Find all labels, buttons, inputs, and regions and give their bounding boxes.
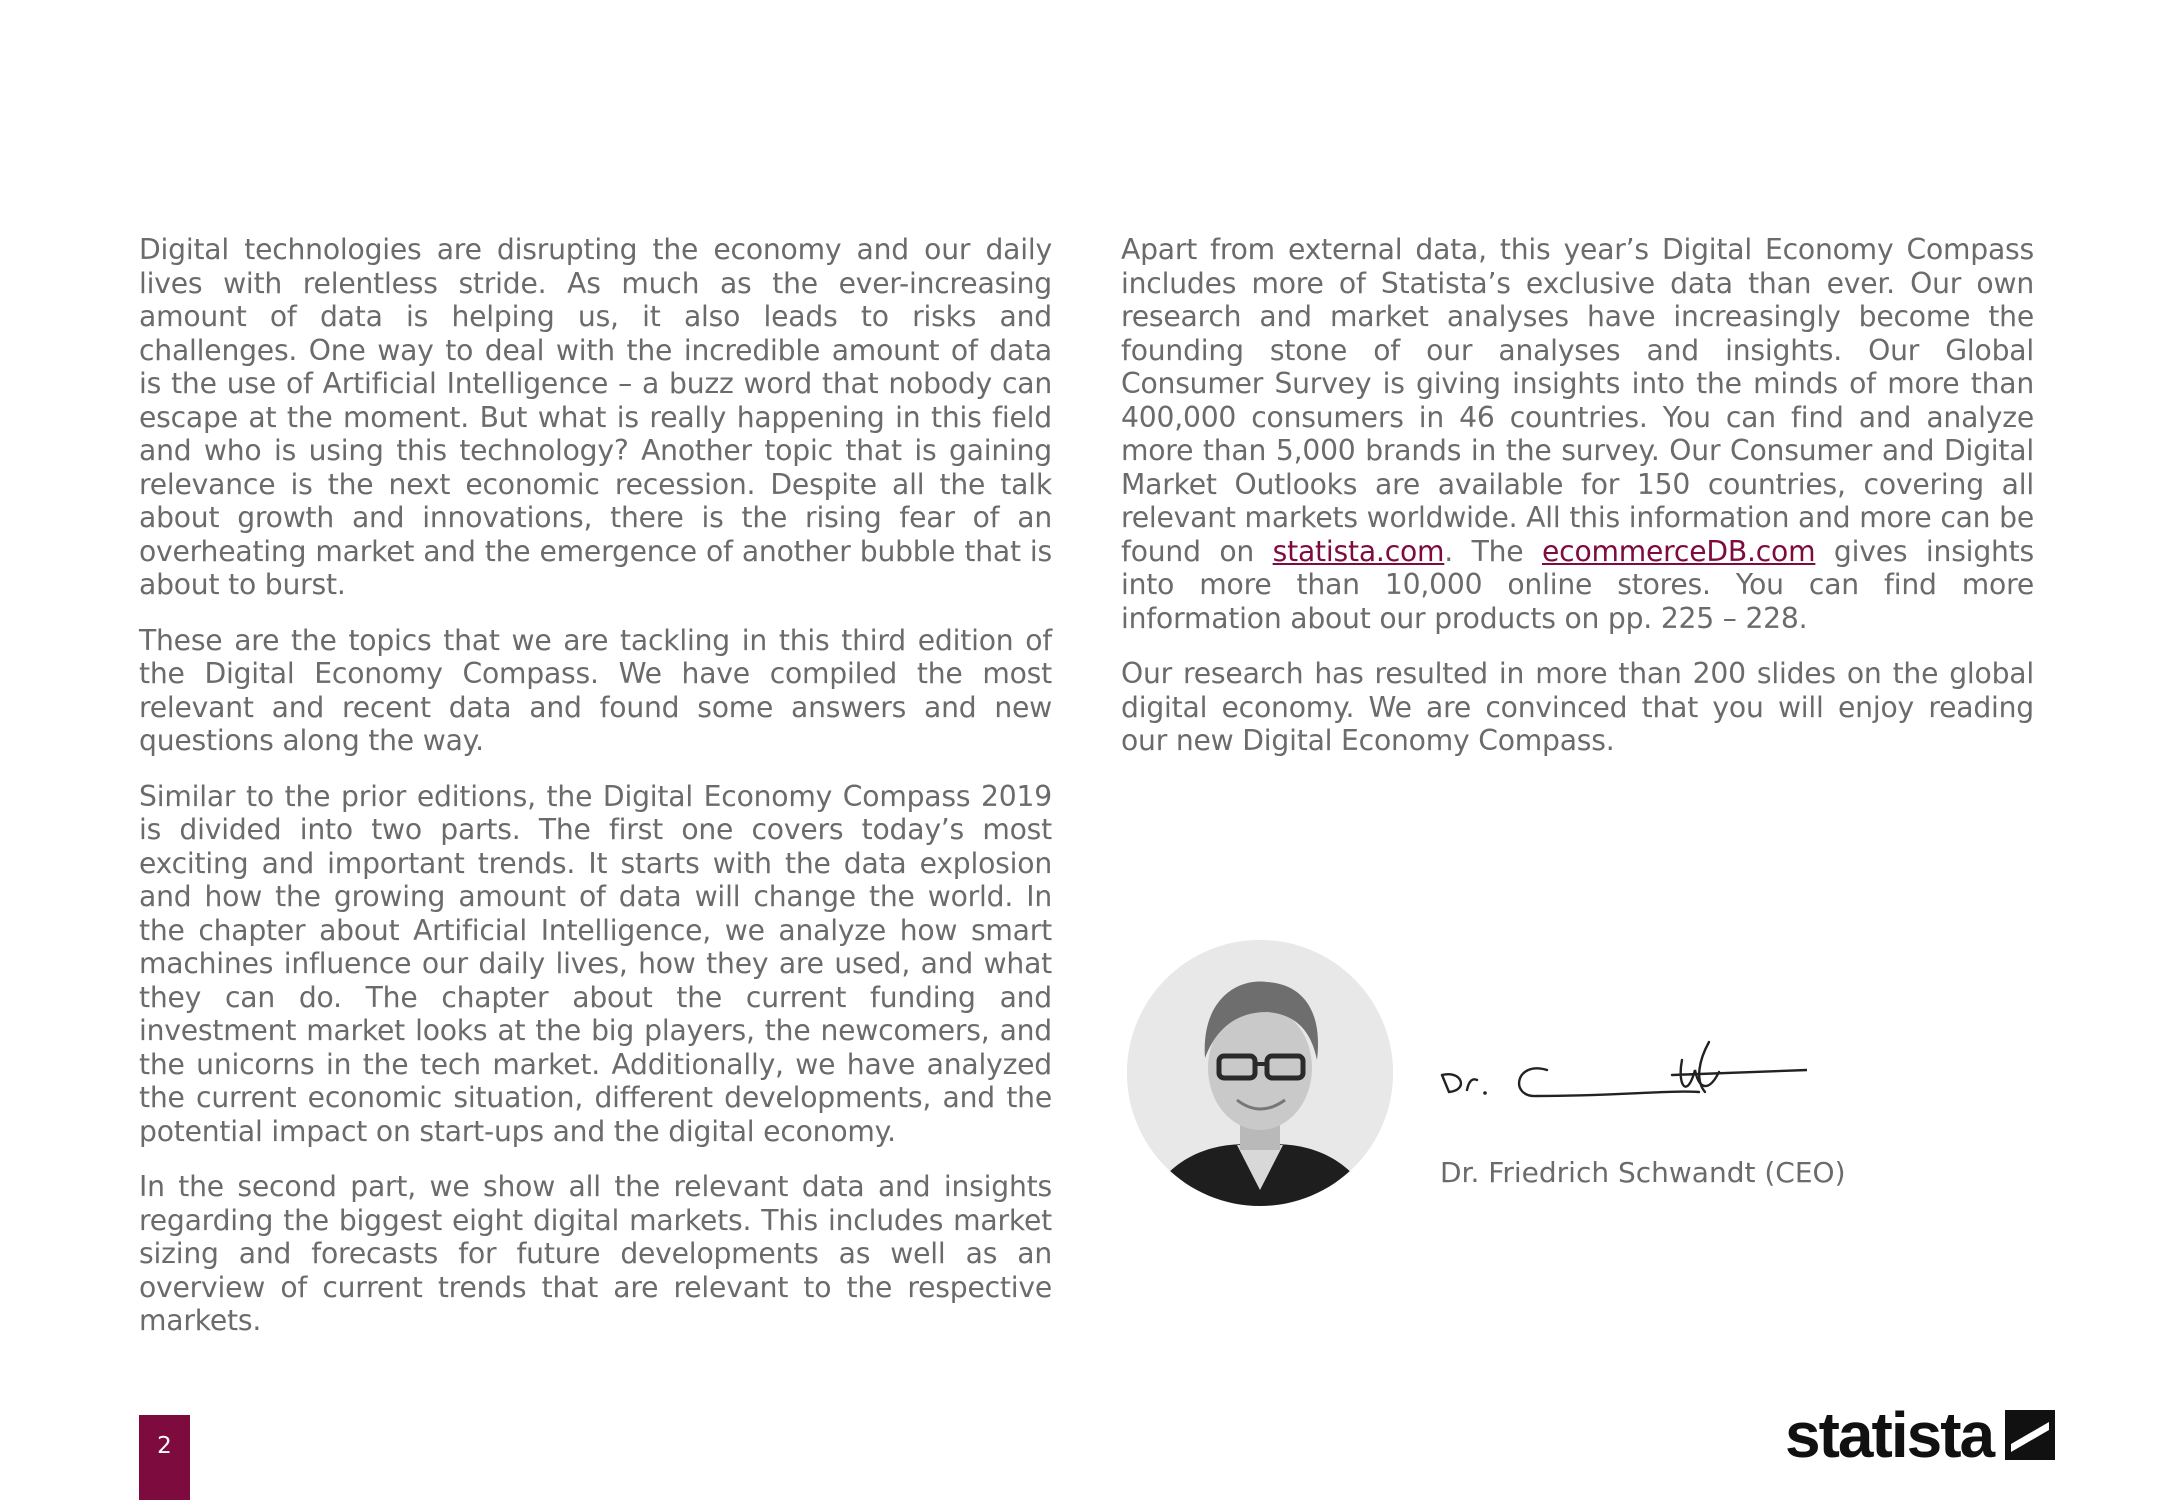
paragraph-second-part: In the second part, we show all the relevant data and insights regarding the biggest eight digital markets. This includes market sizing and forecasts for future developments as well as an overview of current trends that are relevant to the respective markets. bbox=[139, 1170, 1052, 1337]
page-number-box bbox=[139, 1415, 190, 1500]
ecommercedb-link[interactable]: ecommerceDB.com bbox=[1542, 534, 1816, 568]
portrait-image bbox=[1127, 940, 1393, 1206]
statista-link[interactable]: statista.com bbox=[1272, 534, 1445, 568]
right-text-column bbox=[1121, 233, 2034, 780]
data-sources-text-start: Apart from external data, this year’s Digital Economy Compass includes more of Statista’s exclusive data than ever. Our own research and market analyses have increasingly become the founding stone of our analyses and insights. Our Global Consumer Survey is giving insights into the minds of more than 400,000 consumers in 46 countries. You can find and analyze more than 5,000 brands in the survey. Our Consumer and Digital Market Outlooks are available for 150 countries, covering all relevant markets worldwide. All this information and more can be found on bbox=[1121, 233, 2034, 568]
paragraph-topics: These are the topics that we are tackling in this third edition of the Digital Economy Compass. We have compiled the most relevant and recent data and found some answers and new questions along the way. bbox=[139, 623, 1052, 757]
paragraph-intro: Digital technologies are disrupting the economy and our daily lives with relentless stride. As much as the ever-increasing amount of data is helping us, it also leads to risks and challenges. One way to deal with the incredible amount of data is the use of Artificial Intelligence – a buzz word that nobody can escape at the moment. But what is really happening in this field and who is using this technology? Another topic that is gaining relevance is the next economic recession. Despite all the talk about growth and innovations, there is the rising fear of an overheating market and the emergence of another bubble that is about to burst. bbox=[139, 233, 1052, 601]
ceo-name: Dr. Friedrich Schwandt (CEO) bbox=[1440, 1156, 1846, 1189]
data-sources-text-middle: . The bbox=[1444, 534, 1542, 568]
statista-logo-icon bbox=[2005, 1410, 2055, 1460]
paragraph-closing: Our research has resulted in more than 200 slides on the global digital economy. We are convinced that you will enjoy reading our new Digital Economy Compass. bbox=[1121, 657, 2034, 757]
handwritten-signature bbox=[1437, 1030, 1807, 1130]
page-number: 2 bbox=[157, 1433, 172, 1459]
paragraph-data-sources bbox=[1121, 233, 2034, 635]
ceo-portrait bbox=[1127, 940, 1393, 1206]
data-sources-text-end: gives insights into more than 10,000 online stores. You can find more information about our products on pp. 225 – 228. bbox=[1121, 534, 2035, 635]
logo-wordmark: statista bbox=[1785, 1399, 1994, 1471]
paragraph-structure: Similar to the prior editions, the Digital Economy Compass 2019 is divided into two parts. The first one covers today’s most exciting and important trends. It starts with the data explosion and how the growing amount of data will change the world. In the chapter about Artificial Intelligence, we analyze how smart machines influence our daily lives, how they are used, and what they can do. The chapter about the current funding and investment market looks at the big players, the newcomers, and the unicorns in the tech market. Additionally, we have analyzed the current economic situation, different developments, and the potential impact on start-ups and the digital economy. bbox=[139, 779, 1052, 1148]
left-text-column bbox=[139, 233, 1052, 1360]
statista-logo bbox=[1785, 1400, 2055, 1470]
